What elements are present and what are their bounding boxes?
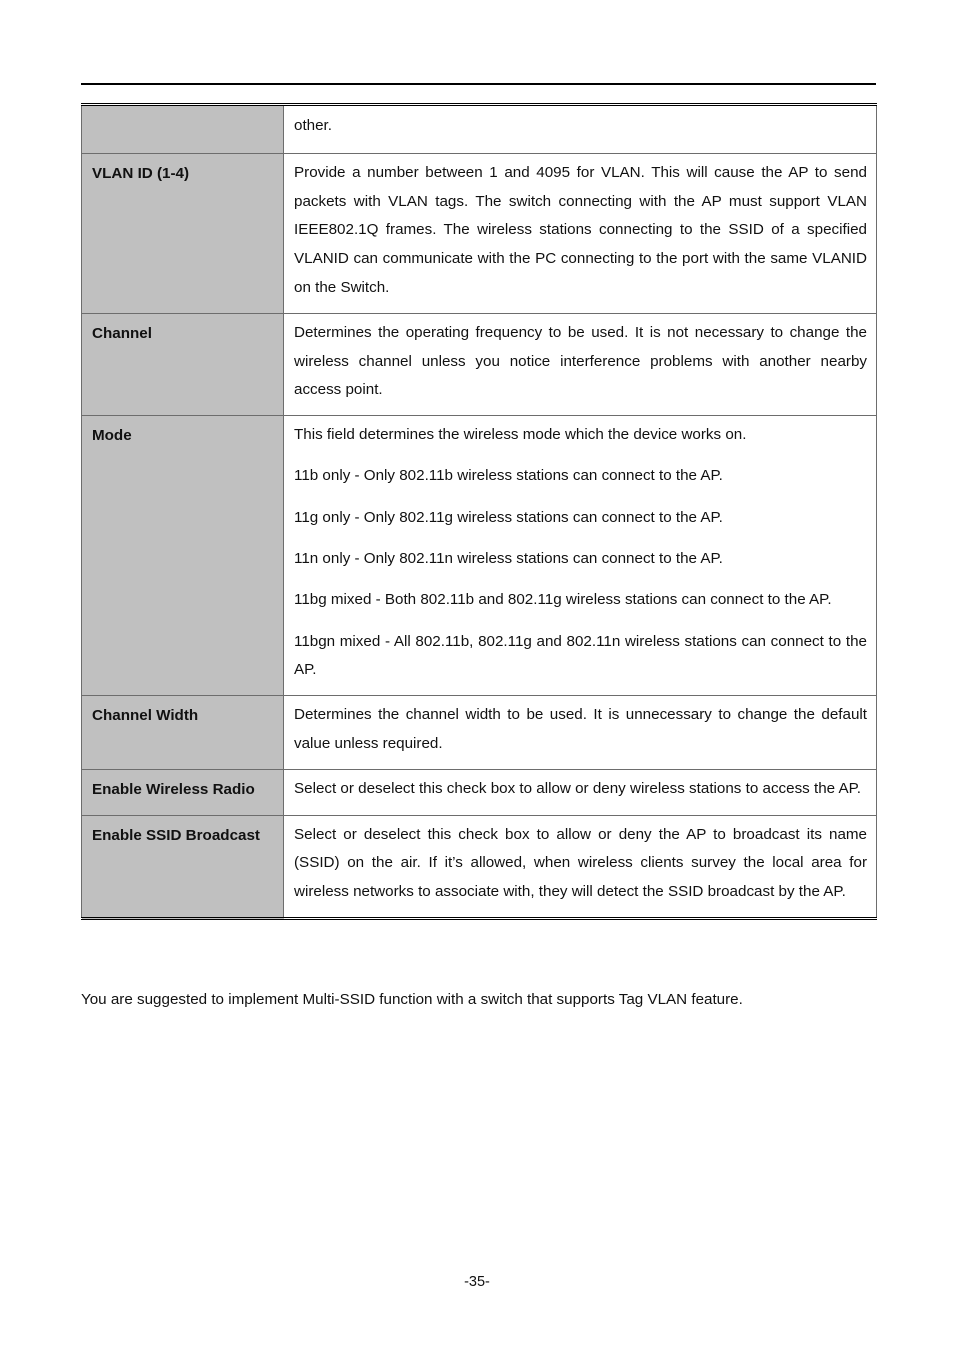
description-paragraph: Select or deselect this check box to allow or deny the AP to broadcast its name (SSID) on the air. If it’s allowed, when wireless clients survey the local area for wireless networks to associate with, they will detect the SSID broadcast by the AP. [294,825,867,901]
description-paragraph: Determines the channel width to be used. It is unnecessary to change the default value unless required. [294,706,867,753]
description-paragraph: Provide a number between 1 and 4095 for VLAN. This will cause the AP to send packets with VLAN tags. The switch connecting with the AP must support VLAN IEEE802.1Q frames. The wireless stations connecting to the SSID of a specified VLANID can communicate with the PC connecting to the port with the same VLANID on the Switch. [294,163,867,296]
description-paragraph: 11bg mixed - Both 802.11b and 802.11g wireless stations can connect to the AP. [294,591,832,609]
table-row [82,105,877,154]
description-paragraph: 11n only - Only 802.11n wireless stations can connect to the AP. [294,550,723,568]
parameter-name [82,105,284,154]
parameter-description [284,416,877,696]
header-rule [81,83,876,85]
description-paragraph: 11g only - Only 802.11g wireless stations can connect to the AP. [294,508,723,526]
parameter-name: Enable SSID Broadcast [82,815,284,918]
parameter-name: Channel Width [82,696,284,770]
description-paragraph: This field determines the wireless mode which the device works on. [294,426,747,444]
parameter-name: Mode [82,416,284,696]
note-paragraph: You are suggested to implement Multi-SSID function with a switch that supports Tag VLAN feature. [81,991,743,1008]
parameter-table [81,103,877,920]
parameter-description [284,769,877,815]
table-row [82,153,877,313]
page-number: -35- [464,1274,490,1290]
table-row [82,313,877,415]
parameter-name: Enable Wireless Radio [82,769,284,815]
parameter-description [284,153,877,313]
parameter-table-body [82,105,877,919]
description-paragraph: Determines the operating frequency to be used. It is not necessary to change the wireless channel unless you notice interference problems with another nearby access point. [294,323,867,399]
table-row [82,696,877,770]
description-paragraph: 11bgn mixed - All 802.11b, 802.11g and 802.11n wireless stations can connect to the AP. [294,632,867,679]
table-row [82,416,877,696]
table-row [82,815,877,918]
parameter-description [284,696,877,770]
parameter-name: Channel [82,313,284,415]
parameter-name: VLAN ID (1-4) [82,153,284,313]
description-paragraph: Select or deselect this check box to allow or deny wireless stations to access the AP. [294,779,862,797]
parameter-description [284,105,877,154]
description-paragraph: 11b only - Only 802.11b wireless stations can connect to the AP. [294,467,723,485]
parameter-description [284,313,877,415]
description-paragraph: other. [294,117,332,134]
table-row [82,769,877,815]
parameter-description [284,815,877,918]
